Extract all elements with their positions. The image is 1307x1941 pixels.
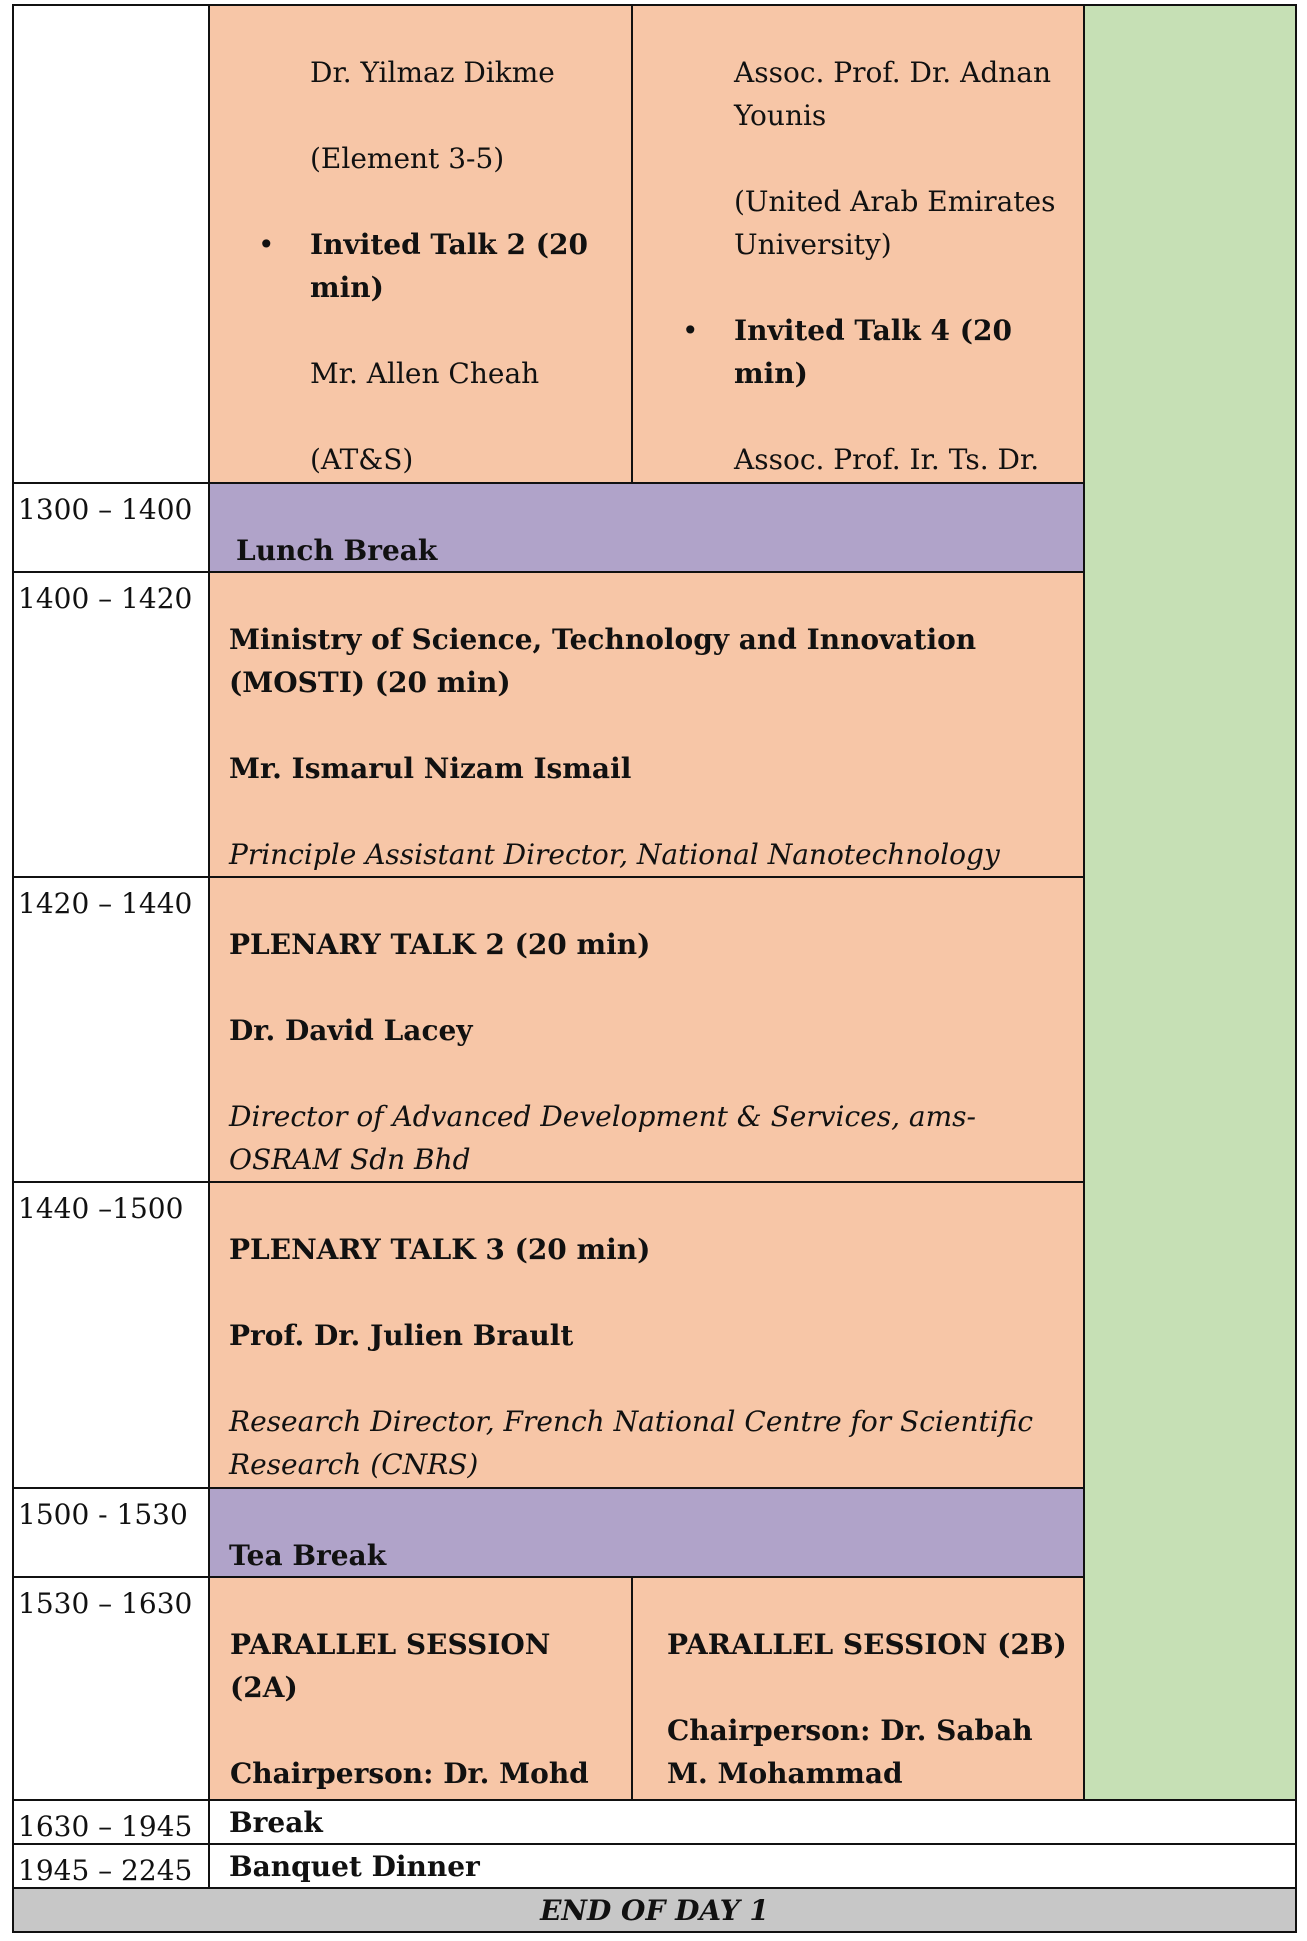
mosti-title: Ministry of Science, Technology and Innovation (MOSTI) (20 min) (229, 623, 977, 699)
top-left-session (208, 4, 633, 484)
tea-break-title: Tea Break (229, 1539, 387, 1572)
speaker-role: Research Director, French National Centre for Scientific Research (CNRS) (229, 1405, 1034, 1481)
plenary-2-title: PLENARY TALK 2 (20 min) (229, 928, 651, 961)
speaker-name: Prof. Dr. Julien Brault (229, 1319, 574, 1352)
speaker-name: Dr. David Lacey (229, 1014, 473, 1047)
parallel-session-2b-cell (631, 1576, 1085, 1801)
time-cell: 1945 – 2245 (12, 1843, 210, 1889)
invited-talk-4-title: • Invited Talk 4 (20 min) (734, 309, 1083, 395)
speaker-role: Director of Advanced Development & Services, ams-OSRAM Sdn Bhd (229, 1100, 977, 1176)
parallel-2a-title: PARALLEL SESSION (2A) (230, 1628, 551, 1704)
parallel-2b-title: PARALLEL SESSION (2B) (667, 1628, 1067, 1661)
top-right-session (631, 4, 1085, 484)
banquet-cell (208, 1843, 1297, 1889)
banquet-title: Banquet Dinner (229, 1850, 480, 1883)
green-side-column (1083, 4, 1297, 1801)
time-cell: 1500 - 1530 (12, 1487, 210, 1578)
speaker-name: Mr. Ismarul Nizam Ismail (229, 752, 632, 785)
lunch-break-cell (208, 482, 1085, 573)
plenary-3-title: PLENARY TALK 3 (20 min) (229, 1233, 651, 1266)
time-cell: 1630 – 1945 (12, 1799, 210, 1845)
speaker-org: (AT&S) (310, 443, 414, 476)
speaker-org: (United Arab Emirates University) (734, 185, 1056, 261)
break-cell (208, 1799, 1297, 1845)
parallel-session-2a-cell (208, 1576, 633, 1801)
time-cell-top (12, 4, 210, 484)
mosti-session-cell (208, 571, 1085, 878)
end-of-day-banner (12, 1887, 1297, 1933)
plenary-2-cell (208, 876, 1085, 1183)
time-cell: 1400 – 1420 (12, 571, 210, 878)
speaker-name: Assoc. Prof. Ir. Ts. Dr. (734, 443, 1040, 476)
time-cell: 1420 – 1440 (12, 876, 210, 1183)
speaker-name: Mr. Allen Cheah (310, 357, 540, 390)
break-title: Break (229, 1806, 323, 1839)
time-cell: 1300 – 1400 (12, 482, 210, 573)
tea-break-cell (208, 1487, 1085, 1578)
speaker-name: Dr. Yilmaz Dikme (310, 56, 555, 89)
chairperson: Chairperson: Dr. Mohd (230, 1757, 589, 1790)
chairperson: Chairperson: Dr. Sabah M. Mohammad (667, 1714, 1033, 1790)
end-of-day-label: END OF DAY 1 (540, 1894, 769, 1927)
speaker-org: (Element 3-5) (310, 142, 505, 175)
speaker-name: Assoc. Prof. Dr. Adnan Younis (734, 56, 1052, 132)
time-cell: 1530 – 1630 (12, 1576, 210, 1801)
invited-talk-2-title: • Invited Talk 2 (20 min) (310, 223, 631, 309)
speaker-role: Principle Assistant Director, National Nanotechnology (229, 838, 1000, 871)
lunch-break-title: Lunch Break (236, 534, 438, 567)
plenary-3-cell (208, 1181, 1085, 1489)
time-cell: 1440 –1500 (12, 1181, 210, 1489)
